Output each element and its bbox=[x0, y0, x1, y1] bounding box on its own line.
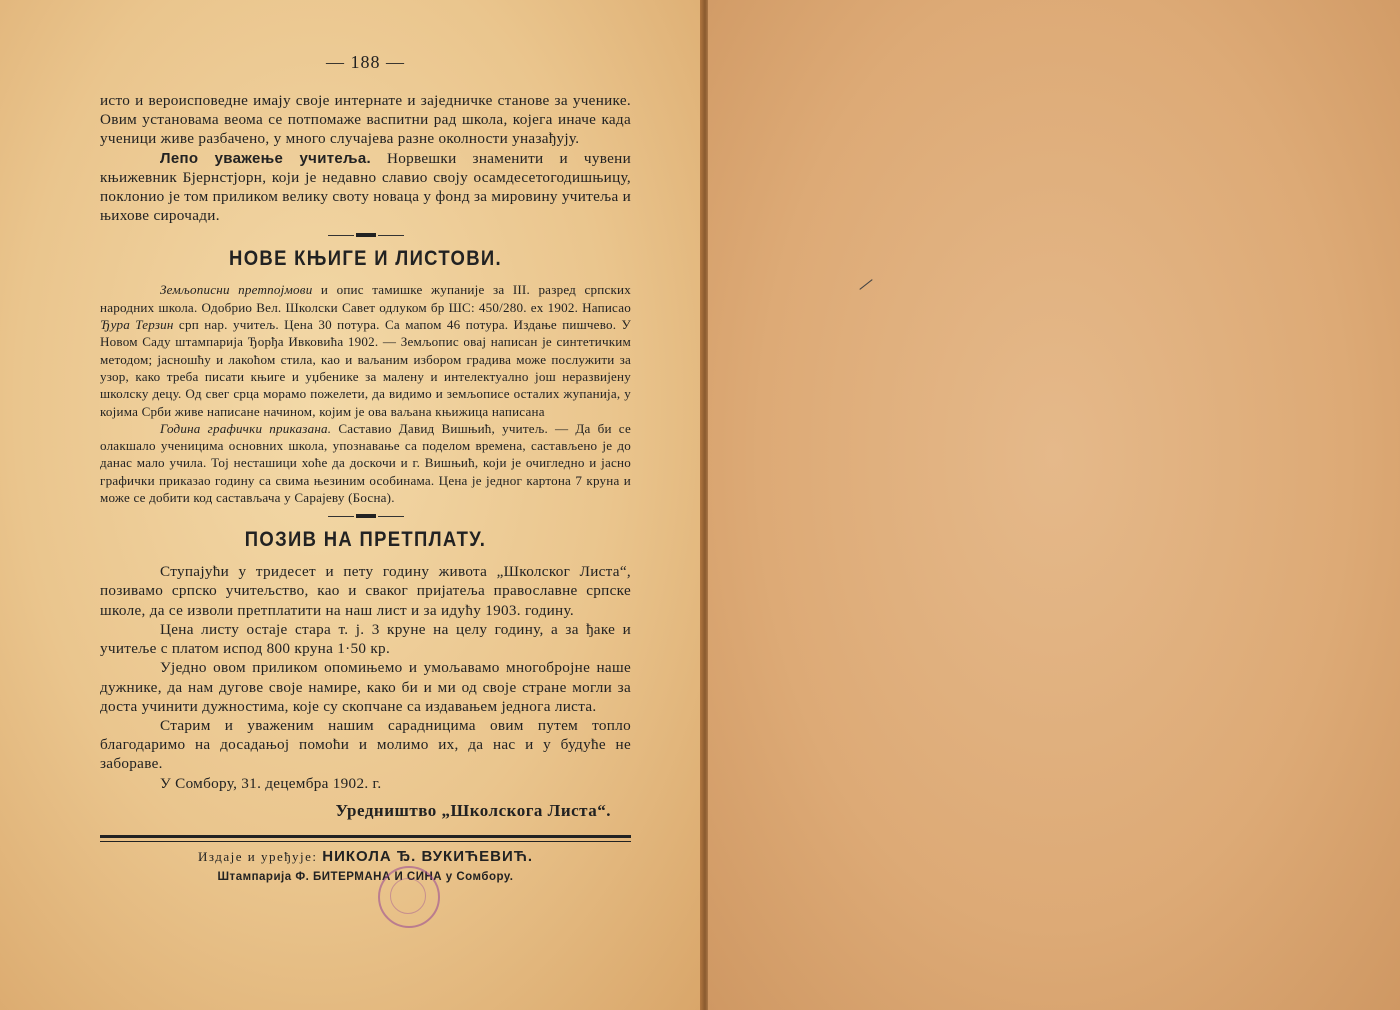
page-number: — 188 — bbox=[326, 52, 405, 72]
signature: Уредништво „Школскога Листа“. bbox=[335, 800, 611, 820]
appeal-paragraph-4: Старим и уваженим нашим сарадницима овим путем топло благодаримо на досадањој помоћи и молимо их, да нас и у будуће не забораве. bbox=[100, 716, 631, 773]
appeal-paragraph-2: Цена листу остаје стара т. ј. 3 круне на целу годину, а за ђаке и учитеље с платом испод 800 круна 1·50 кр. bbox=[100, 620, 631, 658]
book-1-title: Земљописни претпојмови bbox=[160, 282, 313, 298]
book-1-author: Ђура Терзин bbox=[100, 317, 174, 333]
news-item-lead: Лепо уважење учитеља. bbox=[160, 149, 371, 167]
book-1-text: и опис тамишке жупаније за III. разред српских народних школа. Одобрио Вел. Школски Савет одлуком бр ШС: 450/280. ex 1902. Написао bbox=[100, 282, 631, 315]
place-date: У Сомбору, 31. децембра 1902. г. bbox=[160, 774, 382, 792]
footer-rule-thick bbox=[100, 835, 631, 838]
appeal-paragraph-3: Уједно овом приликом опомињемо и умољавамо многобројне наше дужнике, да нам дугове своје намире, како би и ми од своје стране могли за доста учинити дужностима, које су скопчане са издавањем једнога листа. bbox=[100, 659, 631, 715]
news-item bbox=[100, 149, 631, 226]
ornament-divider bbox=[100, 231, 631, 239]
colophon-printer: Штампарија Ф. БИТЕРМАНА И СИНА у Сомбору. bbox=[217, 870, 514, 883]
library-stamp-icon bbox=[378, 866, 440, 928]
colophon-editor: НИКОЛА Ђ. ВУКИЋЕВИЋ. bbox=[322, 847, 534, 865]
book-review-1 bbox=[100, 281, 631, 419]
news-item-text: Норвешки знаменити и чувени књижевник Бјернстјорн, који је недавно славио своју осамдесетогодишњицу, поклонио је том приликом велику своту новаца у фонд за мировину учитеља и њихове сирочади. bbox=[100, 149, 632, 225]
colophon-label: Издаје и уређује: bbox=[197, 848, 318, 864]
book-review-2 bbox=[100, 420, 631, 506]
footer-rule-thin bbox=[100, 841, 631, 842]
book-1-text-2: срп нар. учитељ. Цена 30 потура. Са мапом 46 потура. Издање пишчево. У Новом Саду штампарија Ђорђа Ивковића 1902. — Земљопис овај написан је синтетичким методом; јасношћу и лакоћом стила, као и ваљаним избором градива може послужити за узор, како треба писати књиге и уџбенике за малену и интелектуално још неразвијену школску децу. Од свег срца морамо пожелети, да видимо и земљописе осталих жупанија, у којима Срби живе написане начином, којим је ова ваљана књижица написана bbox=[100, 317, 631, 419]
page-content bbox=[100, 52, 631, 883]
right-page-blank bbox=[708, 0, 1400, 1010]
book-2-text: Саставио Давид Вишњић, учитељ. — Да би се олакшало ученицима основних школа, упознавање са поделом времена, састављено је до данас мало учила. Тој нестaшици хоће да доскочи и г. Вишњић, који је очигледно и јасно графички приказао годину са свима њезиним особинама. Цена је једног картона 7 круна и може се добити код састављача у Сарајеву (Босна). bbox=[100, 420, 631, 505]
ornament-divider-2 bbox=[100, 512, 631, 520]
section-heading-new-books: НОВЕ КЊИГЕ И ЛИСТОВИ. bbox=[229, 247, 502, 271]
appeal-paragraph-1: Ступајући у тридесет и пету годину живота „Школског Листа“, позивамо српско учитељство, као и сваког пријатеља православне српске школе, да се изволи претплатити на наш лист и за идућу 1903. годину. bbox=[100, 563, 631, 619]
intro-paragraph: исто и вероисповедне имају своје интернате и заједничке станове за ученике. Овим установама веома се потпомаже васпитни рад школа, којега иначе када ученици живе разбачено, у много случајева разне околности уназађују. bbox=[100, 92, 631, 148]
colophon-editor-line bbox=[100, 848, 631, 865]
section-heading-subscription: ПОЗИВ НА ПРЕТПЛАТУ. bbox=[244, 528, 487, 552]
book-2-title: Година графички приказана. bbox=[160, 420, 332, 436]
